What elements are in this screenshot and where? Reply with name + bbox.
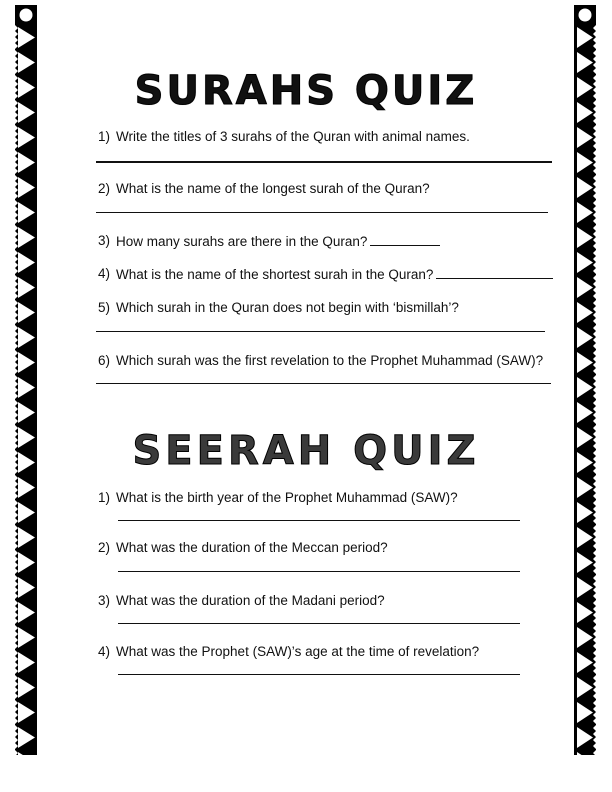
question-number: 5) bbox=[98, 300, 111, 315]
decorative-border-right bbox=[574, 5, 596, 755]
answer-line-2[interactable] bbox=[96, 212, 548, 213]
question-text: What is the birth year of the Prophet Muhammad (SAW)? bbox=[116, 490, 458, 505]
seerah-answer-line-3[interactable] bbox=[118, 623, 520, 624]
seerah-answer-line-4[interactable] bbox=[118, 674, 520, 675]
decorative-border-left bbox=[15, 5, 37, 755]
question-text: What was the duration of the Madani period? bbox=[116, 593, 385, 608]
question-text: What was the Prophet (SAW)’s age at the time of revelation? bbox=[116, 644, 480, 659]
question-text: What was the duration of the Meccan period? bbox=[116, 540, 388, 555]
seerah-answer-line-2[interactable] bbox=[118, 571, 520, 572]
question-text: Which surah was the first revelation to the Prophet Muhammad (SAW)? bbox=[116, 353, 544, 368]
question-text: How many surahs are there in the Quran? bbox=[116, 234, 368, 249]
question-number: 6) bbox=[98, 353, 111, 368]
question-number: 3) bbox=[98, 233, 111, 248]
question-text: What is the name of the shortest surah in the Quran? bbox=[116, 267, 434, 282]
question-number: 2) bbox=[98, 540, 111, 555]
question-text: Which surah in the Quran does not begin with ‘bismillah’? bbox=[116, 300, 459, 315]
seerah-quiz-title: SEERAH QUIZ bbox=[132, 428, 480, 474]
question-number: 1) bbox=[98, 490, 111, 505]
answer-blank-4[interactable] bbox=[436, 266, 553, 279]
answer-line-6[interactable] bbox=[96, 383, 551, 384]
answer-line-1[interactable] bbox=[96, 161, 552, 163]
surahs-quiz-title: SURAHS QUIZ bbox=[134, 68, 478, 114]
answer-line-5[interactable] bbox=[96, 331, 545, 332]
question-number: 3) bbox=[98, 593, 111, 608]
question-number: 2) bbox=[98, 181, 111, 196]
question-text: Write the titles of 3 surahs of the Quran with animal names. bbox=[116, 129, 470, 144]
seerah-answer-line-1[interactable] bbox=[118, 520, 520, 521]
question-number: 4) bbox=[98, 266, 111, 281]
answer-blank-3[interactable] bbox=[370, 233, 440, 246]
question-number: 1) bbox=[98, 129, 111, 144]
question-number: 4) bbox=[98, 644, 111, 659]
question-text: What is the name of the longest surah of the Quran? bbox=[116, 181, 430, 196]
